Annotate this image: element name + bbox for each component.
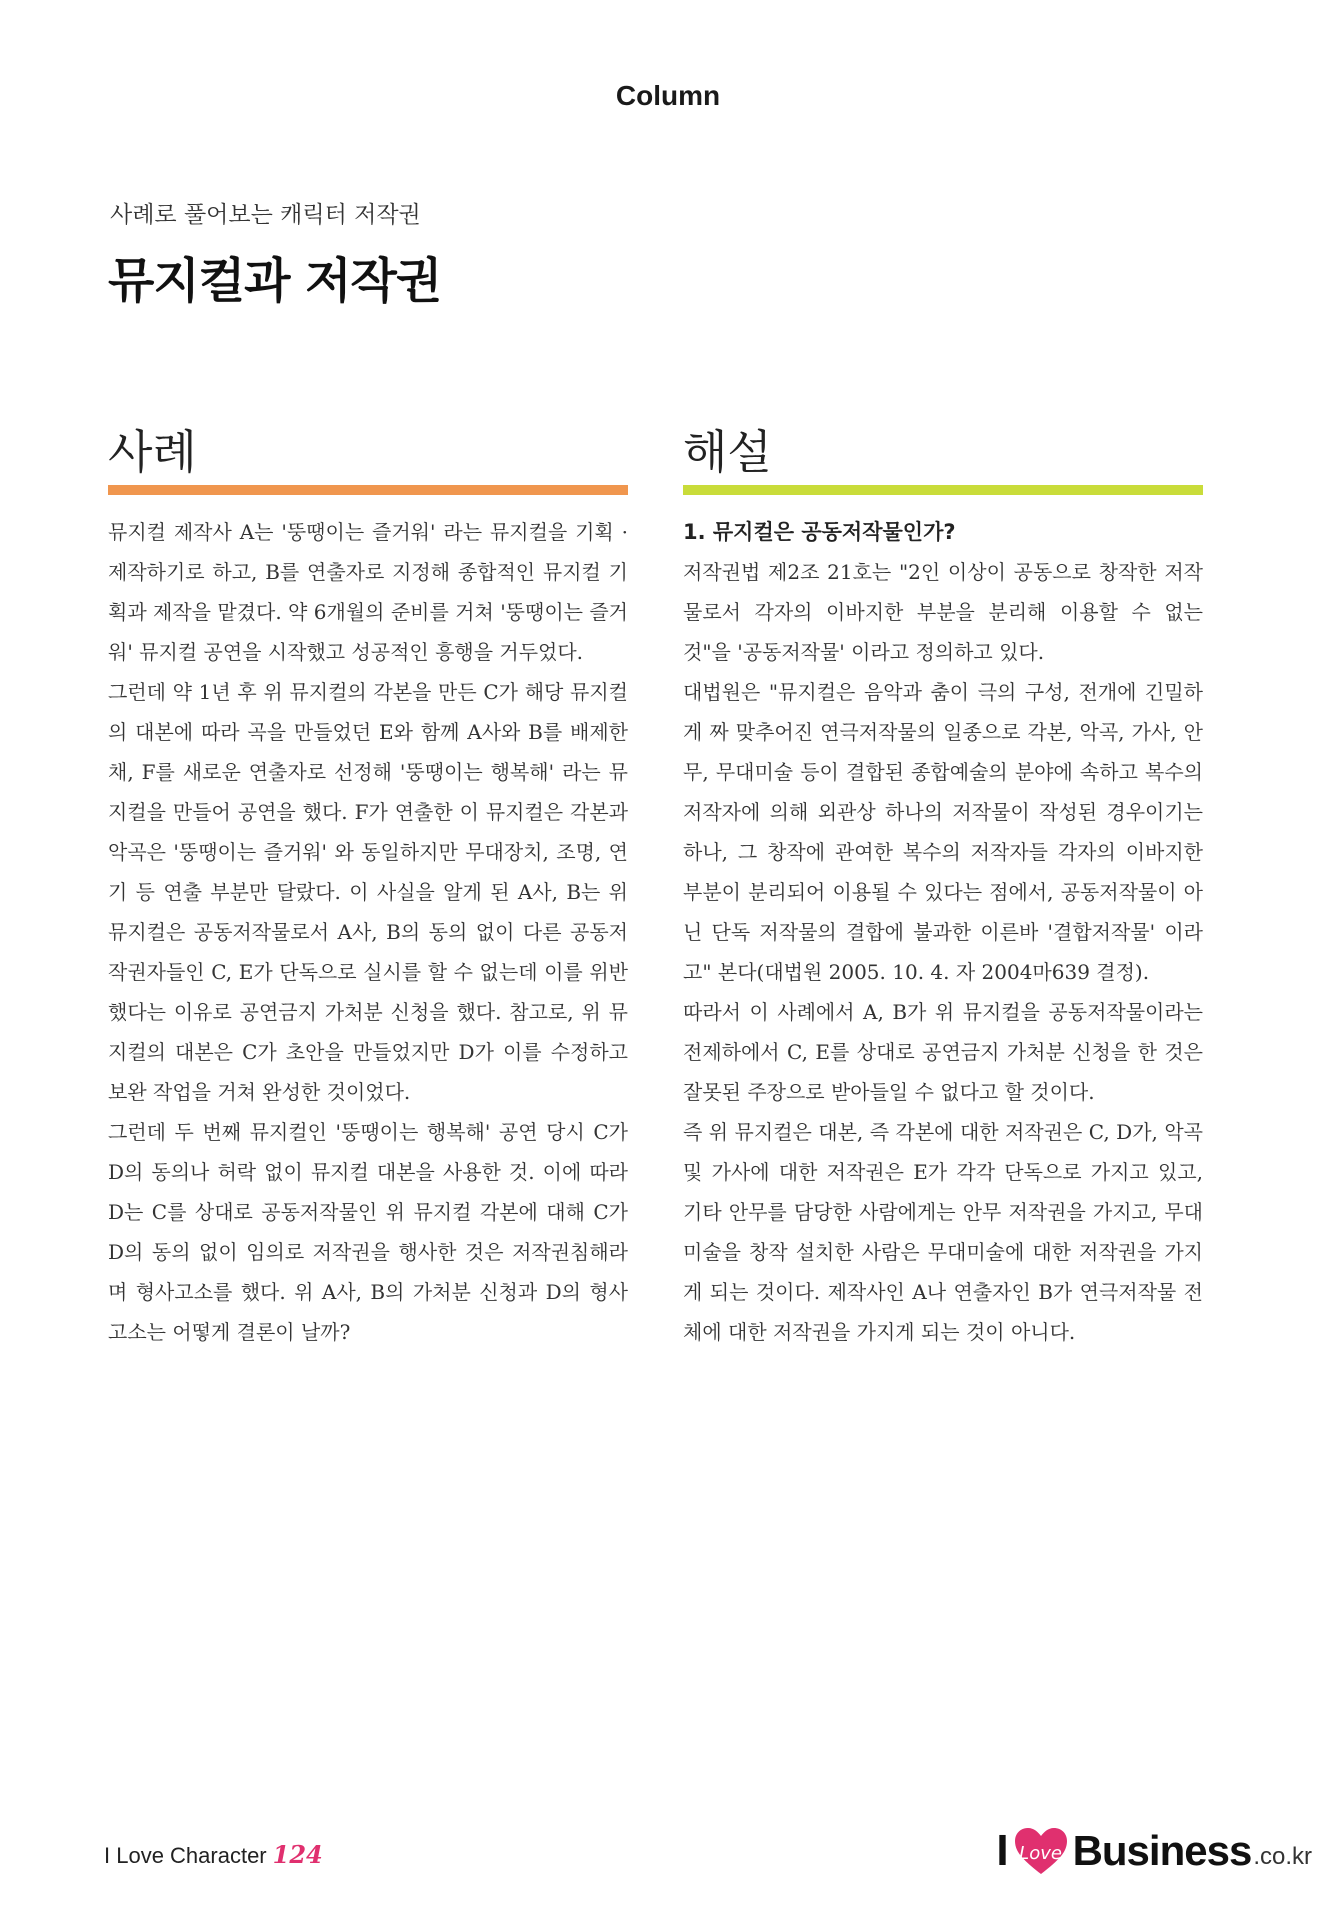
- case-heading-rule: [108, 485, 628, 495]
- case-paragraph: 뮤지컬 제작사 A는 '뚱땡이는 즐거워' 라는 뮤지컬을 기획 · 제작하기로 하고, B를 연출자로 지정해 종합적인 뮤지컬 기획과 제작을 맡겼다. 약 6개월의 준비를 거쳐 '뚱땡이는 즐거워' 뮤지컬 공연을 시작했고 성공적인 흥행을 거두었다.: [108, 520, 628, 664]
- case-heading: 사례: [108, 425, 197, 479]
- case-body: [108, 512, 628, 1352]
- commentary-body: [683, 512, 1203, 1352]
- brand-i: I: [996, 1826, 1009, 1875]
- commentary-paragraph: 대법원은 "뮤지컬은 음악과 춤이 극의 구성, 전개에 긴밀하게 짜 맞추어진 연극저작물의 일종으로 각본, 악곡, 가사, 안무, 무대미술 등이 결합된 종합예술의 분야에 속하고 복수의 저작자에 의해 외관상 하나의 저작물이 작성된 경우이기는 하나, 그 창작에 관여한 복수의 저작자들 각자의 이바지한 부분이 분리되어 이용될 수 있다는 점에서, 공동저작물이 아닌 단독 저작물의 결합에 불과한 이른바 '결합저작물' 이라고" 본다(대법원 2005. 10. 4. 자 2004마639 결정).: [683, 680, 1203, 984]
- case-paragraph: 그런데 약 1년 후 위 뮤지컬의 각본을 만든 C가 해당 뮤지컬의 대본에 따라 곡을 만들었던 E와 함께 A사와 B를 배제한 채, F를 새로운 연출자로 선정해 '뚱땡이는 행복해' 라는 뮤지컬을 만들어 공연을 했다. F가 연출한 이 뮤지컬은 각본과 악곡은 '뚱땡이는 즐거워' 와 동일하지만 무대장치, 조명, 연기 등 연출 부분만 달랐다. 이 사실을 알게 된 A사, B는 위 뮤지컬은 공동저작물로서 A사, B의 동의 없이 다른 공동저작권자들인 C, E가 단독으로 실시를 할 수 없는데 이를 위반했다는 이유로 공연금지 가처분 신청을 했다. 참고로, 위 뮤지컬의 대본은 C가 초안을 만들었지만 D가 이를 수정하고 보완 작업을 거쳐 완성한 것이었다.: [108, 680, 628, 1104]
- brand-logo: [996, 1826, 1312, 1876]
- column-tag: Column: [615, 80, 721, 111]
- commentary-heading-rule: [683, 485, 1203, 495]
- commentary-heading: 해설: [683, 425, 772, 479]
- article-title: 뮤지컬과 저작권: [108, 253, 442, 309]
- commentary-question: 1. 뮤지컬은 공동저작물인가?: [683, 520, 956, 544]
- commentary-paragraph: 즉 위 뮤지컬은 대본, 즉 각본에 대한 저작권은 C, D가, 악곡 및 가사에 대한 저작권은 E가 각각 단독으로 가지고 있고, 기타 안무를 담당한 사람에게는 안무 저작권을 가지고, 무대미술을 창작 설치한 사람은 무대미술에 대한 저작권을 가지게 되는 것이다. 제작사인 A나 연출자인 B가 연극저작물 전체에 대한 저작권을 가지게 되는 것이 아니다.: [683, 1120, 1203, 1344]
- magazine-name: I Love Character: [104, 1843, 267, 1868]
- footer-magazine: [104, 1840, 323, 1869]
- article-subtitle: 사례로 풀어보는 캐릭터 저작권: [110, 202, 421, 228]
- page-number: 124: [272, 1840, 323, 1869]
- brand-business: Business: [1072, 1827, 1252, 1874]
- commentary-paragraph: 저작권법 제2조 21호는 "2인 이상이 공동으로 창작한 저작물로서 각자의 이바지한 부분을 분리해 이용할 수 없는 것"을 '공동저작물' 이라고 정의하고 있다.: [683, 560, 1203, 664]
- brand-domain: .co.kr: [1253, 1843, 1312, 1870]
- heart-icon: [1013, 1826, 1069, 1876]
- commentary-paragraph: 따라서 이 사례에서 A, B가 위 뮤지컬을 공동저작물이라는 전제하에서 C, E를 상대로 공연금지 가처분 신청을 한 것은 잘못된 주장으로 받아들일 수 없다고 할 것이다.: [683, 1000, 1203, 1104]
- case-paragraph: 그런데 두 번째 뮤지컬인 '뚱땡이는 행복해' 공연 당시 C가 D의 동의나 허락 없이 뮤지컬 대본을 사용한 것. 이에 따라 D는 C를 상대로 공동저작물인 위 뮤지컬 각본에 대해 C가 D의 동의 없이 임의로 저작권을 행사한 것은 저작권침해라며 형사고소를 했다. 위 A사, B의 가처분 신청과 D의 형사고소는 어떻게 결론이 날까?: [108, 1120, 628, 1344]
- brand-love: Love: [1019, 1842, 1062, 1864]
